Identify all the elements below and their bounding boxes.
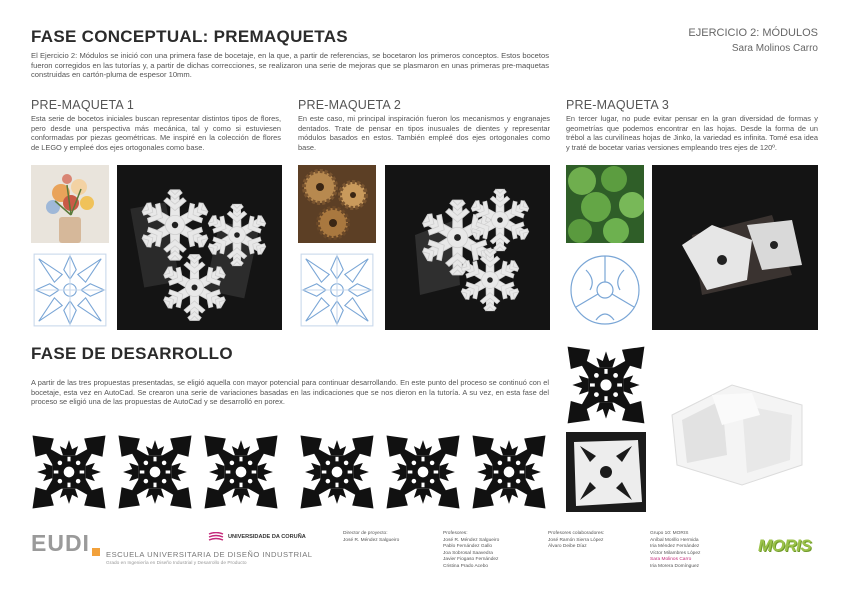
author-name: Sara Molinos Carro <box>731 43 818 54</box>
grupo-member-highlighted: Sara Molinos Carro <box>650 557 692 563</box>
moris-group-logo: MORIS <box>758 536 812 555</box>
eudi-logo: EUDI <box>31 530 90 556</box>
director-block <box>343 531 399 544</box>
school-subtitle: Grado en Ingeniería en Diseño Industrial y Desarrollo de Producto <box>106 561 247 566</box>
leaves-photo <box>566 165 644 243</box>
desarrollo-title: FASE DE DESARROLLO <box>31 344 233 363</box>
premaqueta-2-text: En este caso, mi principal inspiración fueron los mecanismos y engranajes dentados. Trate de pensar en tipos inusuales de dientes y representar módulos basados en estos. También empleé dos ejes ortogonales como base. <box>298 114 550 152</box>
module-variant <box>205 436 278 509</box>
premaqueta-1-title: PRE-MAQUETA 1 <box>31 98 135 112</box>
premaqueta-1-text: Esta serie de bocetos iniciales buscan representar distintos tipos de flores, pero desde una perspectiva más mecánica, tal y como si estuviesen conformadas por piezas geométricas. Me inspiré en la colección de flores de LEGO y empleé dos ejes ortogonales como base. <box>31 114 281 152</box>
premaqueta-3-title: PRE-MAQUETA 3 <box>566 98 670 112</box>
colaboradores-label: Profesores colaboradores: <box>548 531 605 536</box>
profesor-name: Joa Sobrosal Saavedra <box>443 550 493 556</box>
grupo-member: Iria Morera Domínguez <box>650 563 700 569</box>
profesores-label: Profesores: <box>443 531 468 536</box>
premaqueta-3-text: En tercer lugar, no pude evitar pensar en la gran diversidad de formas y geometrías que podemos encontrar en las hojas. Desde la forma de un trébol a las curvilíneas hojas de Jinko, la variedad es infinita. Tomé esa idea y traté de bocetar varias versiones empleando tres ejes de 120º. <box>566 114 818 152</box>
premaqueta-1-sketch <box>31 250 109 330</box>
premaqueta-2-sketch <box>298 250 376 330</box>
gears-photo <box>298 165 376 243</box>
module-variant <box>387 436 460 509</box>
grupo-member: Aníbal Morillo Hermida <box>650 537 699 543</box>
desarrollo-text: A partir de las tres propuestas presentadas, se eligió aquella con mayor potencial para continuar desarrollando. En este punto del proceso se continuó con el bocetaje, esta vez en AutoCad. Se crearon una serie de variaciones basadas en las indicaciones que se nos dieron en la tutoría. A su vez, en esta fase del proceso se eligió una de las propuestas de AutoCad y se desarrolló en porex. <box>31 378 549 407</box>
school-name: ESCUELA UNIVERSITARIA DE DISEÑO INDUSTRIAL <box>106 550 313 559</box>
colaboradores-block <box>548 531 604 551</box>
porex-assembly-photo <box>652 345 818 512</box>
premaqueta-2-title: PRE-MAQUETA 2 <box>298 98 402 112</box>
university-name: UNIVERSIDADE DA CORUÑA <box>228 534 306 540</box>
module-variant <box>301 436 374 509</box>
grupo-block <box>650 531 700 571</box>
page-title: FASE CONCEPTUAL: PREMAQUETAS <box>31 27 348 46</box>
lego-flowers-photo <box>31 165 109 243</box>
autocad-module-row <box>31 432 551 512</box>
module-variant <box>119 436 192 509</box>
porex-module-photo <box>566 432 646 512</box>
premaqueta-3-model-photo <box>652 165 818 330</box>
colaborador-name: José Ramón Sierra López <box>548 537 604 543</box>
module-variant <box>473 436 546 509</box>
profesor-name: Javier Fiogaso Fernández <box>443 557 499 563</box>
director-name: José R. Méndez Salgueiro <box>343 537 400 543</box>
profesor-name: Pablo Fernández Gallo <box>443 544 493 550</box>
grupo-member: Iria Méndez Fernández <box>650 544 700 550</box>
udc-logo-icon <box>208 532 224 542</box>
director-label: Director de proyecto: <box>343 531 388 536</box>
premaqueta-3-sketch <box>566 250 644 330</box>
selected-module-drawing <box>566 345 646 425</box>
intro-text: El Ejercicio 2: Módulos se inició con una primera fase de bocetaje, en la que, a partir de referencias, se bocetaron los primeros conceptos. Estos bocetos fueron corregidos en las tutorías y, a partir de dichas correcciones, se realizaron una serie de mejoras que se plasmaron en unas primeras pre-maquetas construidas en cartón-pluma de espesor 10mm. <box>31 51 549 80</box>
premaqueta-1-model-photo <box>117 165 282 330</box>
colaborador-name: Álvaro Deibe Díaz <box>548 544 587 550</box>
profesor-name: José R. Méndez Salgueiro <box>443 537 500 543</box>
premaqueta-2-model-photo <box>385 165 550 330</box>
profesores-block <box>443 531 499 571</box>
eudi-logo-square <box>92 548 100 556</box>
grupo-member: Víctor Milambres López <box>650 550 701 556</box>
grupo-label: Grupo 10: MORIS <box>650 531 689 536</box>
module-variant <box>33 436 106 509</box>
profesor-name: Cristina Prado Acebo <box>443 563 489 569</box>
exercise-title: EJERCICIO 2: MÓDULOS <box>688 27 818 39</box>
